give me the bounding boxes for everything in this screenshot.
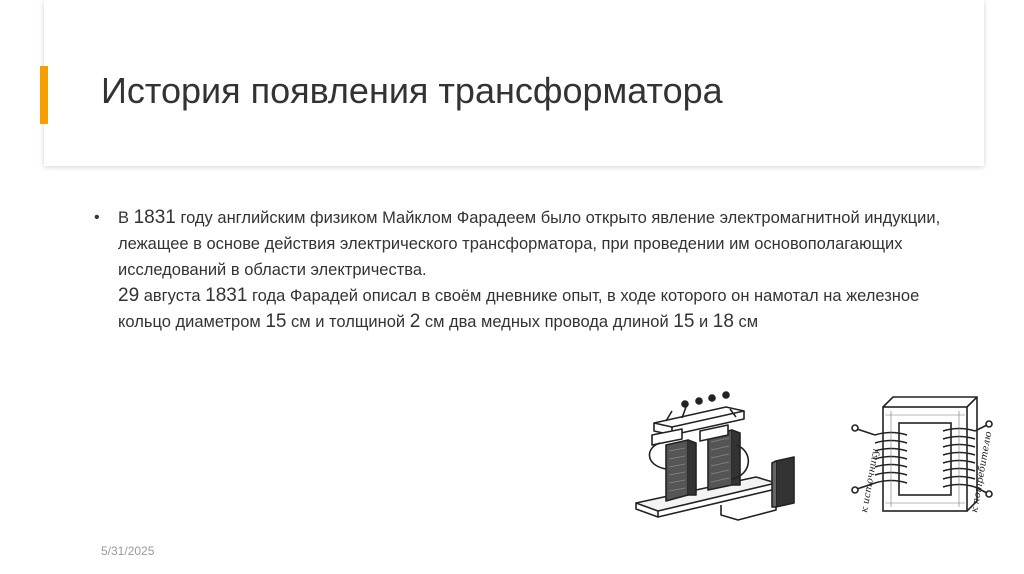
label-to-source: к источнику [859,448,882,514]
slide-title: История появления трансформатора [101,70,723,111]
p2-text-a: августа [139,287,206,305]
transformer-illustration [626,385,806,530]
p2-diameter: 15 [265,311,287,332]
p2-thickness: 2 [409,311,421,332]
transformer-schematic [845,385,995,527]
p2-text-c: см и толщиной [286,313,410,331]
p2-text-e: см два медных провода длиной [420,313,674,331]
paragraph-2 [118,283,954,335]
paragraph-1 [118,205,954,283]
p2-text-f: и [694,313,713,331]
p2-text-b: года Фарадей описал в своём дневнике опыт, в ходе которого он намотал на железное кольцо диаметром [118,287,920,331]
p2-length-1: 15 [673,311,695,332]
p2-text-g: см [733,313,759,331]
label-to-consumer: к потребителю [969,430,995,514]
p1-text-a: В [118,209,134,227]
p2-day: 29 [118,285,140,306]
bullet-marker: • [94,209,100,226]
bullet-text [118,205,954,335]
p1-text-b: году английским физиком Майклом Фарадеем было открыто явление электромагнитной индукции, лежащее в основе действия электрического трансформатора, при проведении им основополагающих исследований в области электричества. [118,209,941,279]
slide-body [94,205,954,335]
slide-date: 5/31/2025 [101,544,155,558]
p2-length-2: 18 [712,311,734,332]
p1-year: 1831 [133,207,176,228]
title-accent-bar [40,66,48,124]
bullet-item [94,205,954,335]
p2-year: 1831 [205,285,248,306]
